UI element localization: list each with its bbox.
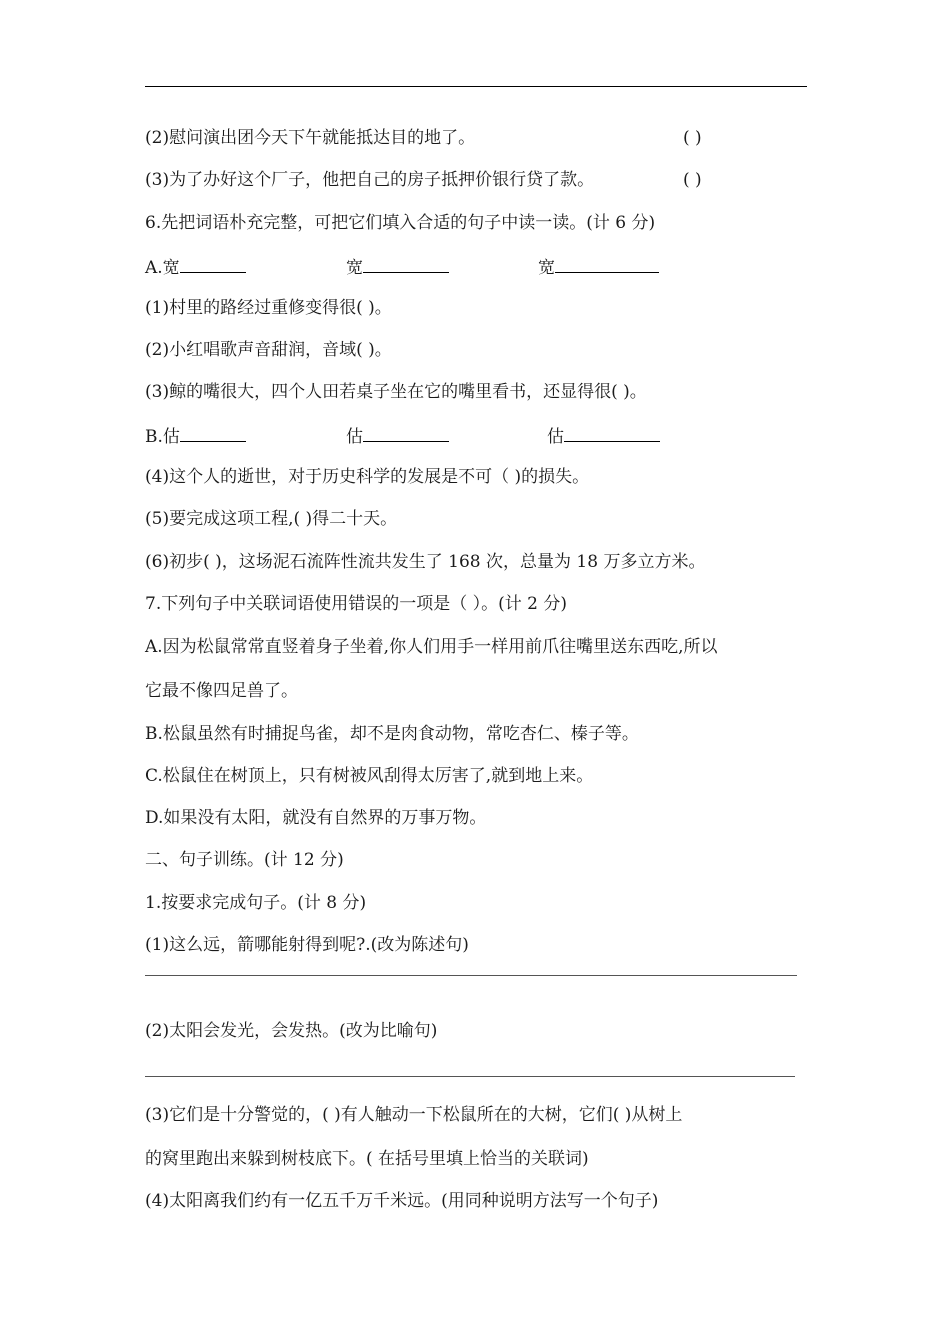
q6-sentence-4: (4)这个人的逝世，对于历史科学的发展是不可（ )的损失。	[145, 467, 590, 487]
q6-sentence-5: (5)要完成这项工程,( )得二十天。	[145, 509, 398, 529]
q6-group-a-word-3	[538, 256, 659, 278]
q6-group-b-word-2	[346, 425, 449, 447]
section-2-sentence-4: (4)太阳离我们约有一亿五千万千米远。(用同种说明方法写一个句子)	[145, 1191, 659, 1211]
q5-item-3: (3)为了办好这个厂子，他把自己的房子抵押价银行贷了款。	[145, 170, 595, 190]
fill-blank[interactable]	[363, 256, 449, 273]
q7-option-d: D.如果没有太阳，就没有自然界的万事万物。	[145, 808, 487, 828]
q5-item-2-answer-paren: ( )	[683, 128, 702, 148]
section-2-sentence-3-line-2: 的窝里跑出来躲到树枝底下。( 在括号里填上恰当的关联词)	[145, 1149, 589, 1169]
answer-line-2[interactable]	[145, 1076, 795, 1077]
q5-item-2: (2)慰问演出团今天下午就能抵达目的地了。	[145, 128, 476, 148]
section-2-title: 二、句子训练。(计 12 分)	[145, 850, 344, 870]
q6-sentence-1: (1)村里的路经过重修变得很( )。	[145, 298, 392, 318]
q7-title: 7.下列句子中关联词语使用错误的一项是（ ）。(计 2 分)	[145, 594, 568, 614]
q6-group-a-word-2	[346, 256, 449, 278]
q6-group-b-word-3-char: 估	[547, 427, 564, 447]
q7-option-c: C.松鼠住在树顶上，只有树被风刮得太厉害了,就到地上来。	[145, 766, 594, 786]
q6-title: 6.先把词语朴充完整，可把它们填入合适的句子中读一读。(计 6 分)	[145, 213, 656, 233]
q5-item-3-answer-paren: ( )	[683, 170, 702, 190]
q6-group-b-word-1	[145, 425, 246, 447]
q6-group-b-word-3	[547, 425, 660, 447]
section-2-sentence-1: (1)这么远，箭哪能射得到呢?.(改为陈述句)	[145, 935, 469, 955]
section-2-q1-title: 1.按要求完成句子。(计 8 分)	[145, 893, 367, 913]
q6-group-a-word-2-char: 宽	[346, 258, 363, 278]
fill-blank[interactable]	[564, 425, 660, 442]
fill-blank[interactable]	[363, 425, 449, 442]
q6-group-b-word-2-char: 估	[346, 427, 363, 447]
section-2-sentence-2: (2)太阳会发光，会发热。(改为比喻句)	[145, 1021, 438, 1041]
fill-blank[interactable]	[180, 425, 246, 442]
q6-group-a-word-1	[145, 256, 246, 278]
q6-group-b-label: B.估	[145, 427, 180, 447]
q7-option-a-line-1: A.因为松鼠常常直竖着身子坐着,你人们用手一样用前爪往嘴里送东西吃,所以	[145, 637, 718, 657]
fill-blank[interactable]	[180, 256, 246, 273]
q6-group-a-word-3-char: 宽	[538, 258, 555, 278]
header-rule	[145, 86, 807, 87]
answer-line-1[interactable]	[145, 975, 797, 976]
q6-sentence-6: (6)初步( )，这场泥石流阵性流共发生了 168 次，总量为 18 万多立方米。	[145, 552, 706, 572]
q7-option-a-line-2: 它最不像四足兽了。	[145, 681, 298, 701]
section-2-sentence-3-line-1: (3)它们是十分警觉的，( )有人触动一下松鼠所在的大树，它们( )从树上	[145, 1105, 683, 1125]
q6-sentence-2: (2)小红唱歌声音甜润，音域( )。	[145, 340, 392, 360]
q6-sentence-3: (3)鲸的嘴很大，四个人田若桌子坐在它的嘴里看书，还显得很( )。	[145, 382, 647, 402]
q6-group-a-label: A.宽	[145, 258, 180, 278]
fill-blank[interactable]	[555, 256, 659, 273]
q7-option-b: B.松鼠虽然有时捕捉鸟雀，却不是肉食动物，常吃杏仁、榛子等。	[145, 724, 639, 744]
